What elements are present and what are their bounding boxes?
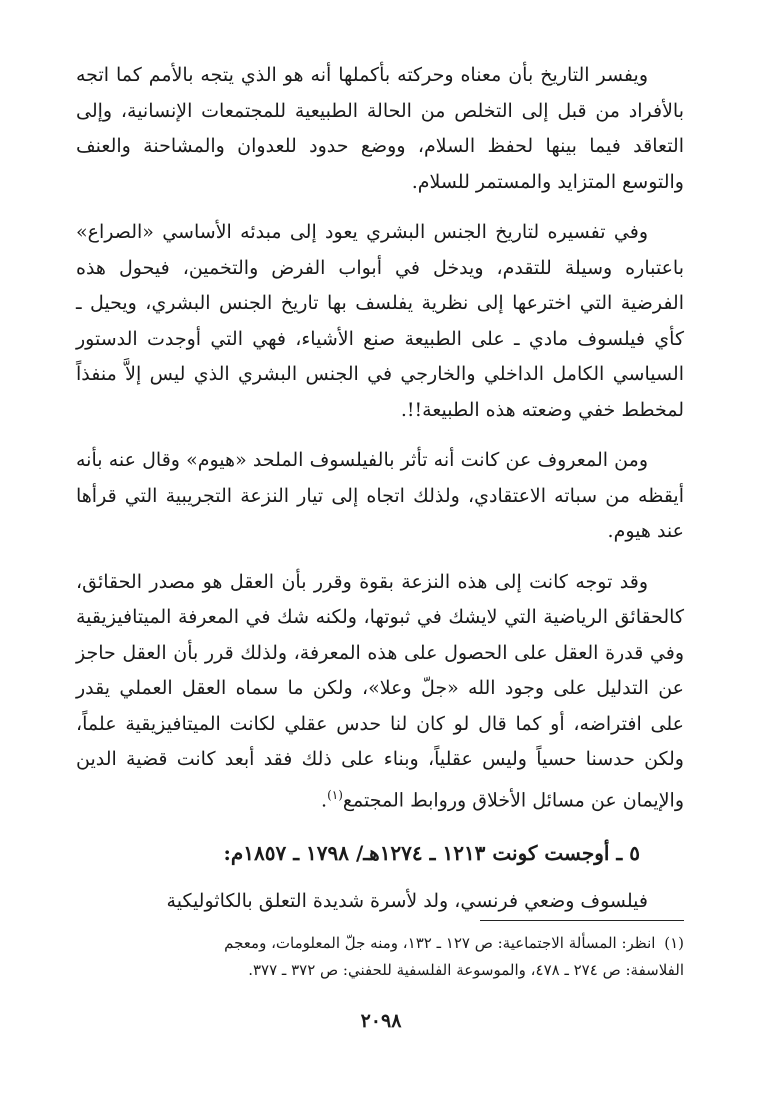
footnotes bbox=[90, 930, 684, 984]
page-number: ٢٠٩٨ bbox=[360, 1010, 402, 1032]
footnote-reference: (١) bbox=[327, 787, 343, 802]
paragraph-1: ويفسر التاريخ بأن معناه وحركته بأكملها أنه هو الذي يتجه بالأمم كما اتجه بالأفراد من قبل إلى التخلص من الحالة الطبيعية للمجتمعات الإنسانية، وإلى التعاقد فيما بينها لحفظ السلام، ووضع حدود للعدوان والمشاحنة والعنف والتوسع المتزايد والمستمر للسلام. bbox=[76, 64, 684, 193]
paragraph-4 bbox=[76, 565, 684, 819]
paragraph-4-text: وقد توجه كانت إلى هذه النزعة بقوة وقرر بأن العقل هو مصدر الحقائق، كالحقائق الرياضية التي لايشك في ثبوتها، ولكنه شك في المعرفة الميتافيزيقية وفي قدرة العقل على الحصول على هذه المعرفة، ولذلك قرر بأن العقل حاجز عن التدليل على وجود الله «جلّ وعلا»، ولكن ما سماه العقل العملي يقدر على افتراضه، أو كما قال لو كان لنا حدس عقلي لكانت الميتافيزيقية علماً، ولكن حدسنا حسياً وليس عقلياً، وبناء على ذلك فقد أبعد كانت قضية الدين والإيمان عن مسائل الأخلاق وروابط المجتمع bbox=[76, 570, 684, 811]
section-intro: فيلسوف وضعي فرنسي، ولد لأسرة شديدة التعلق بالكاثوليكية bbox=[166, 890, 648, 913]
footnote-divider bbox=[480, 920, 684, 921]
paragraph-3: ومن المعروف عن كانت أنه تأثر بالفيلسوف الملحد «هيوم» وقال عنه بأنه أيقظه من سباته الاعتقادي، ولذلك اتجاه إلى تيار النزعة التجريبية التي قرأها عند هيوم. bbox=[76, 449, 684, 542]
footnote-text-1: انظر: المسألة الاجتماعية: ص ١٢٧ ـ ١٣٢، ومنه جلّ المعلومات، ومعجم bbox=[224, 934, 656, 952]
paragraph-4-end: . bbox=[321, 788, 328, 811]
footnote-line-1 bbox=[90, 930, 684, 957]
main-text bbox=[76, 58, 684, 920]
footnote-line-2: الفلاسفة: ص ٢٧٤ ـ ٤٧٨، والموسوعة الفلسفية للحفني: ص ٣٧٢ ـ ٣٧٧. bbox=[248, 961, 684, 979]
paragraph-2: وفي تفسيره لتاريخ الجنس البشري يعود إلى مبدئه الأساسي «الصراع» باعتباره وسيلة للتقدم، ويدخل في أبواب الفرض والتخمين، فيحول هذه الفرضية التي اخترعها إلى نظرية يفلسف بها تاريخ الجنس البشري، ويحيل ـ كأي فيلسوف مادي ـ على الطبيعة صنع الأشياء، فهي التي أوجدت الدستور السياسي الكامل الداخلي والخارجي في الجنس البشري الذي ليس إلاَّ منفذاً لمخطط خفي وضعته هذه الطبيعة!!. bbox=[76, 221, 684, 421]
section-heading: ٥ ـ أوجست كونت ١٢١٣ ـ ١٢٧٤هـ/ ١٧٩٨ ـ ١٨٥٧م: bbox=[223, 841, 640, 866]
footnote-number: (١) bbox=[664, 934, 684, 952]
